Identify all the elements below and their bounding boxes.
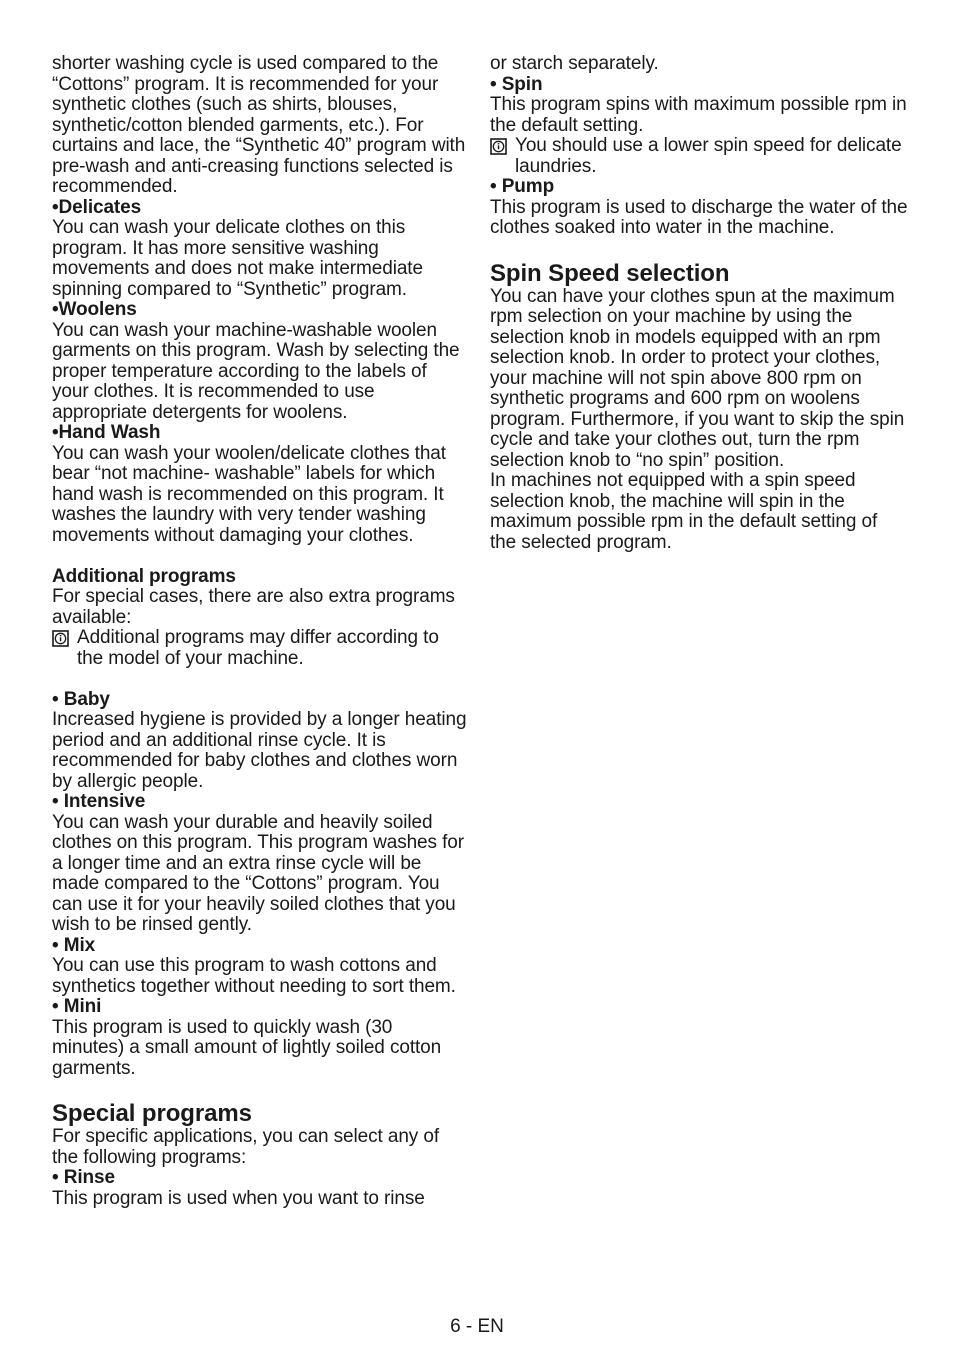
spin-note (490, 136, 908, 177)
spacer (52, 669, 468, 690)
mini-heading: • Mini (52, 996, 102, 1017)
mix-heading: • Mix (52, 934, 96, 956)
spin-speed-text: You can have your clothes spun at the maximum rpm selection on your machine by using the selection knob in models equipped with an rpm selection knob. In order to protect your clothes, your machine will not spin above 800 rpm on synthetic programs and 600 rpm on woolens program. Furthermore, if you want to skip the spin cycle and take your clothes out, turn the rpm selection knob to “no spin” position. (490, 285, 905, 471)
hand-wash-text: You can wash your woolen/delicate clothes that bear “not machine- washable” labels for which hand wash is recommended on this program. It washes the laundry with very tender washing movements without damaging your clothes. (52, 442, 446, 546)
intensive-text: You can wash your durable and heavily soiled clothes on this program. This program washes for a longer time and an extra rinse cycle will be made compared to the “Cottons” program. You can use it for your heavily soiled clothes that you wish to be rinsed gently. (52, 811, 464, 935)
page-number: 6 - EN (450, 1316, 504, 1337)
additional-programs-text: For special cases, there are also extra programs available: (52, 586, 455, 628)
special-programs-heading: Special programs (52, 1100, 252, 1127)
spin-note-text: You should use a lower spin speed for delicate laundries. (515, 135, 902, 177)
spin-speed-heading: Spin Speed selection (490, 259, 730, 287)
hand-wash-heading: •Hand Wash (52, 422, 161, 443)
delicates-text: You can wash your delicate clothes on this program. It has more sensitive washing movements and does not make intermediate spinning compared to “Synthetic” program. (52, 217, 423, 300)
woolens-heading: •Woolens (52, 299, 137, 320)
mix-text: You can use this program to wash cottons and synthetics together without needing to sort them. (52, 955, 456, 997)
delicates-heading: •Delicates (52, 196, 142, 218)
info-icon (490, 138, 507, 155)
info-icon (52, 630, 69, 647)
intensive-heading: • Intensive (52, 791, 146, 812)
spacer (490, 239, 908, 261)
spacer (52, 546, 468, 567)
left-column (52, 54, 468, 1209)
special-programs-text: For specific applications, you can select any of the following programs: (52, 1126, 440, 1168)
mini-text: This program is used to quickly wash (30 minutes) a small amount of lightly soiled cotton garments. (52, 1016, 442, 1079)
rinse-text-continued: or starch separately. (490, 53, 659, 74)
additional-programs-heading: Additional programs (52, 565, 236, 587)
spin-speed-text-2: In machines not equipped with a spin speed selection knob, the machine will spin in the maximum possible rpm in the default setting of the selected program. (490, 470, 878, 553)
additional-programs-note-text: Additional programs may differ according to the model of your machine. (77, 627, 439, 669)
rinse-text: This program is used when you want to rinse (52, 1187, 425, 1209)
woolens-text: You can wash your machine-washable woolen garments on this program. Wash by selecting the proper temperature according to the labels of your clothes. It is recommended to use appropriate detergents for woolens. (52, 319, 460, 423)
baby-text: Increased hygiene is provided by a longer heating period and an additional rinse cycle. It is recommended for baby clothes and clothes worn by allergic people. (52, 709, 467, 792)
pump-text: This program is used to discharge the water of the clothes soaked into water in the machine. (490, 196, 908, 238)
rinse-heading: • Rinse (52, 1167, 115, 1188)
pump-heading: • Pump (490, 176, 555, 197)
right-column (490, 54, 908, 553)
baby-heading: • Baby (52, 688, 110, 710)
synthetics-continued-text: shorter washing cycle is used compared to the “Cottons” program. It is recommended for your synthetic clothes (such as shirts, blouses, synthetic/cotton blended garments, etc.). For curtains and lace, the “Synthetic 40” program with pre-wash and anti-creasing functions selected is recommended. (52, 53, 466, 197)
spacer (52, 1079, 468, 1101)
spin-text: This program spins with maximum possible rpm in the default setting. (490, 94, 907, 136)
additional-programs-note (52, 628, 468, 669)
spin-heading: • Spin (490, 73, 543, 95)
